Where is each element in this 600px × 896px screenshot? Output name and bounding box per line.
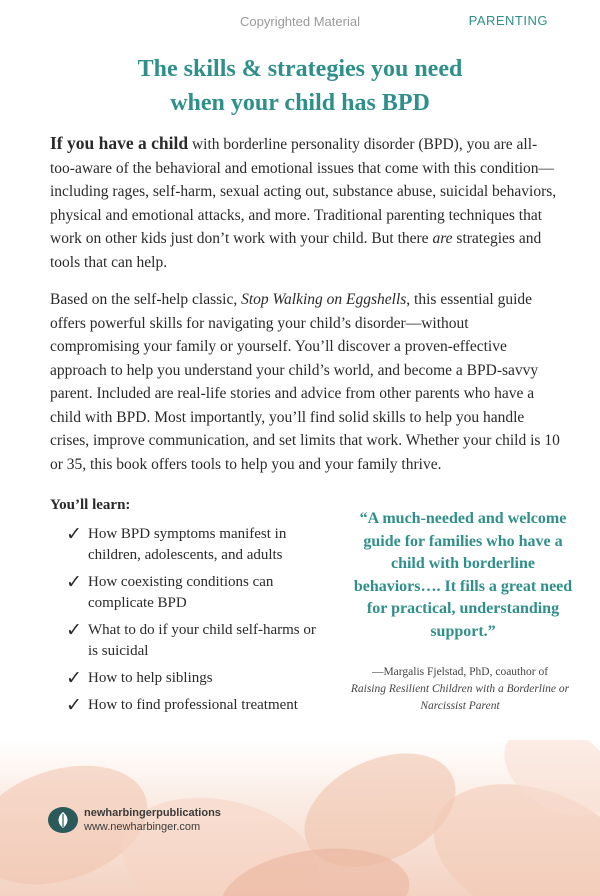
publisher-text xyxy=(84,806,221,834)
book-title: Stop Walking on Eggshells xyxy=(241,291,407,308)
list-item-text: How to help siblings xyxy=(88,670,213,686)
headline-line-1: The skills & strategies you need xyxy=(137,56,463,82)
check-icon: ✓ xyxy=(66,668,82,689)
list-item xyxy=(66,695,356,716)
list-item-text: What to do if your child self-harms or is suicidal xyxy=(88,622,316,659)
list-item-text: How BPD symptoms manifest in children, adolescents, and adults xyxy=(88,526,287,563)
intro-paragraph xyxy=(50,132,560,274)
list-item xyxy=(66,524,356,566)
list-item xyxy=(66,620,356,662)
check-icon: ✓ xyxy=(66,620,82,641)
intro-emphasis: are xyxy=(432,230,453,247)
list-item xyxy=(66,572,356,614)
attribution-author: —Margalis Fjelstad, PhD, coauthor of xyxy=(371,666,549,678)
publisher-url: www.newharbinger.com xyxy=(84,821,201,833)
check-icon: ✓ xyxy=(66,572,82,593)
quote-attribution xyxy=(340,664,580,715)
list-item-text: How to find professional treatment xyxy=(88,697,298,713)
description-paragraph xyxy=(50,288,560,476)
learn-list xyxy=(66,524,356,722)
leaf-icon xyxy=(48,807,78,833)
watermark: Copyrighted Material xyxy=(240,14,360,29)
attribution-book-title: Raising Resilient Children with a Borderline or Narcissist Parent xyxy=(350,683,570,712)
endorsement-quote: “A much-needed and welcome guide for families who have a child with borderline behaviors…. It fills a great need for practical, understanding support.” xyxy=(353,510,573,640)
headline-line-2: when your child has BPD xyxy=(170,90,430,116)
category-label: PARENTING xyxy=(468,13,548,28)
description-text-1: Based on the self-help classic, xyxy=(50,291,242,308)
publisher-name: newharbingerpublications xyxy=(84,807,221,819)
leaf-icon-svg xyxy=(56,811,70,829)
description-text-2: , this essential guide offers powerful skills for navigating your child’s disorder—without compromising your family or yourself. You’ll discover a proven-effective approach to help you understand your child’s world, and become a BPD-savvy parent. Included are real-life stories and advice from other parents who have a child with BPD. Most importantly, you’ll find solid skills to help you handle crises, improve communication, and set limits that work. Whether your child is 10 or 35, this book offers tools to help you and your family thrive. xyxy=(50,291,560,473)
list-item-text: How coexisting conditions can complicate BPD xyxy=(88,574,274,611)
check-icon: ✓ xyxy=(66,524,82,545)
list-item xyxy=(66,668,356,689)
intro-lead: If you have a child xyxy=(50,133,189,153)
intro-text-2: strategies and tools that can help. xyxy=(50,230,542,271)
headline xyxy=(0,52,600,120)
publisher-logo xyxy=(48,806,221,834)
learn-heading: You’ll learn: xyxy=(50,497,131,513)
intro-text-1: with borderline personality disorder (BPD), you are all-too-aware of the behavioral and emotional issues that come with this condition—including rages, self-harm, sexual acting out, substance abuse, suicidal behaviors, physical and emotional attacks, and more. Traditional parenting techniques that work on other kids just don’t work with your child. But there xyxy=(50,136,557,247)
check-icon: ✓ xyxy=(66,695,82,716)
